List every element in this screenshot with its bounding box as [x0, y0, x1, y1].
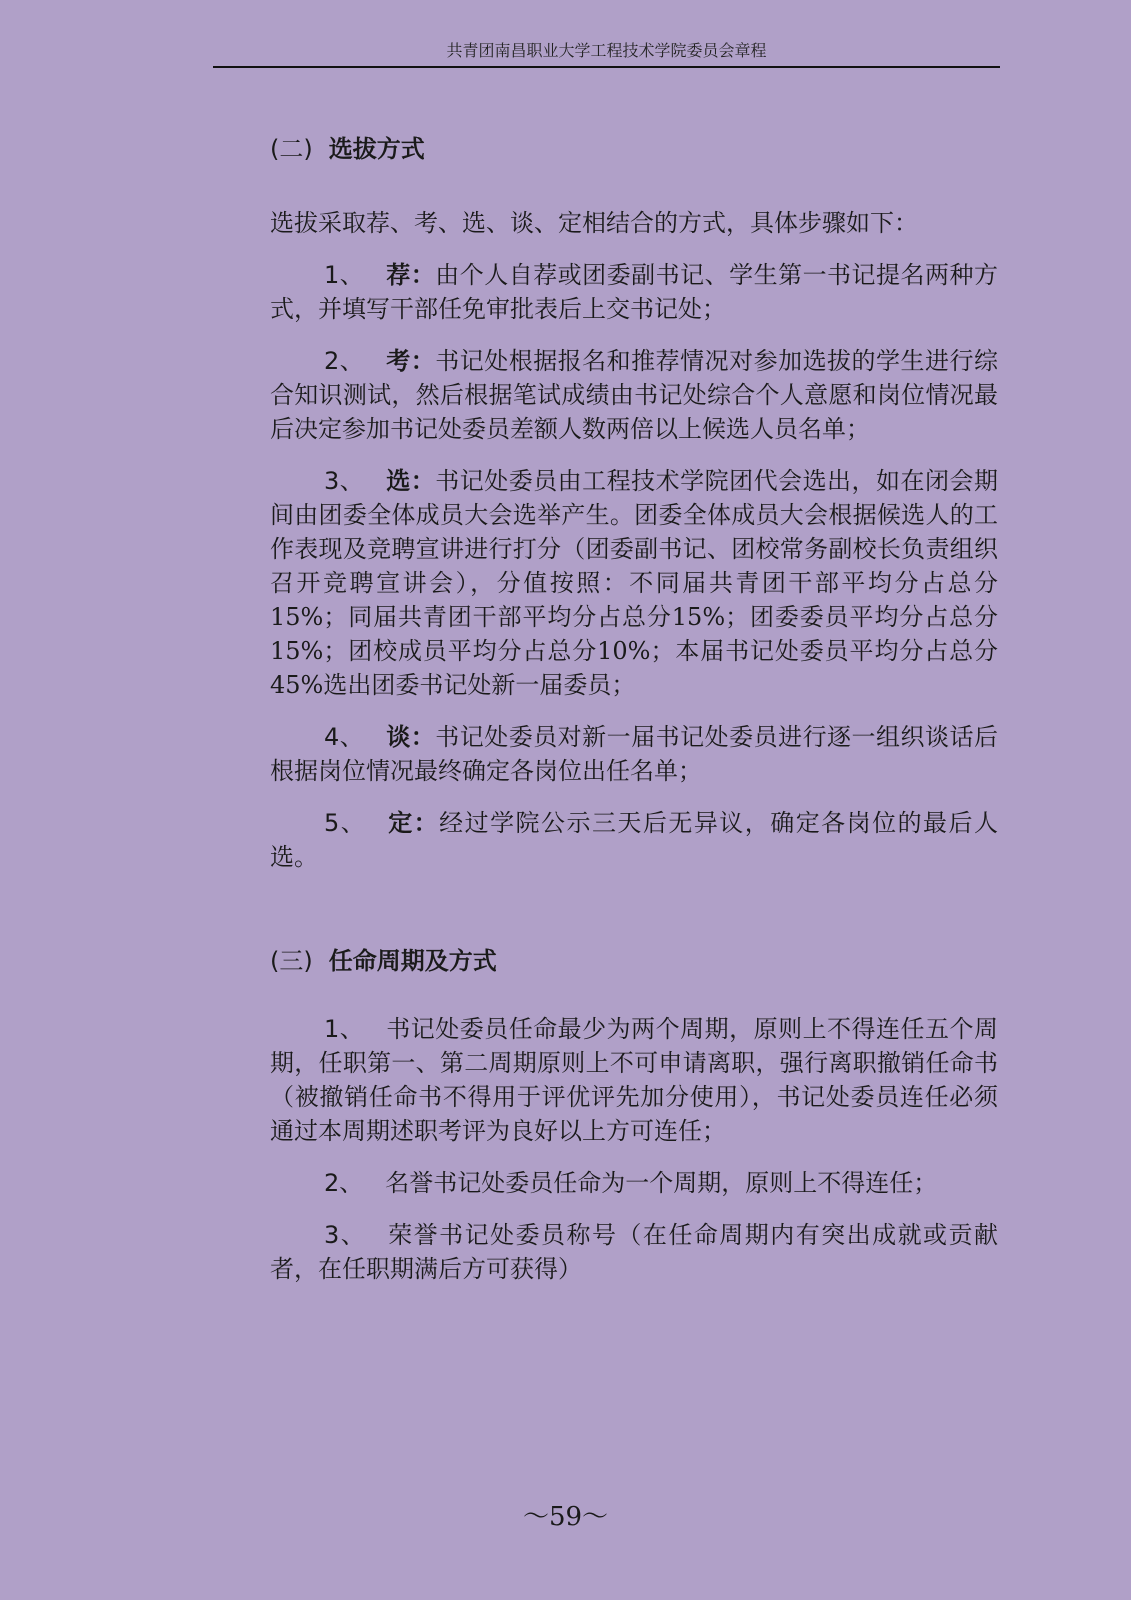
header-rule	[213, 66, 1000, 68]
section-2-intro: 选拔采取荐、考、选、谈、定相结合的方式，具体步骤如下：	[270, 209, 918, 237]
section-3-title: 任命周期及方式	[328, 947, 497, 975]
section-2-number: (二)	[270, 135, 313, 163]
section-2-heading	[270, 132, 998, 166]
section-3-heading	[270, 944, 998, 978]
list-item: 3、 荣誉书记处委员称号（在任命周期内有突出成就或贡献者，在任职期满后方可获得）	[270, 1221, 998, 1283]
list-item: 4、 谈：书记处委员对新一届书记处委员进行逐一组织谈话后根据岗位情况最终确定各岗位出任名单；	[270, 722, 998, 785]
list-item: 2、 考：书记处根据报名和推荐情况对参加选拔的学生进行综合知识测试，然后根据笔试成绩由书记处综合个人意愿和岗位情况最后决定参加书记处委员差额人数两倍以上候选人员名单；	[270, 346, 998, 443]
section-2-title: 选拔方式	[328, 135, 425, 163]
page-number: ～59～	[522, 1502, 609, 1532]
list-item: 2、 名誉书记处委员任命为一个周期，原则上不得连任；	[324, 1169, 938, 1197]
page-body	[270, 132, 998, 1286]
list-item: 5、 定：经过学院公示三天后无异议，确定各岗位的最后人选。	[270, 808, 998, 871]
list-item: 1、 荐：由个人自荐或团委副书记、学生第一书记提名两种方式，并填写干部任免审批表后上交书记处；	[270, 260, 998, 323]
section-3-number: (三)	[270, 947, 313, 975]
list-item: 3、 选：书记处委员由工程技术学院团代会选出，如在闭会期间由团委全体成员大会选举产生。团委全体成员大会根据候选人的工作表现及竞聘宣讲进行打分（团委副书记、团校常务副校长负责组织召开竞聘宣讲会），分值按照：不同届共青团干部平均分占总分15%；同届共青团干部平均分占总分15%；团委委员平均分占总分15%；团校成员平均分占总分10%；本届书记处委员平均分占总分45%选出团委书记处新一届委员；	[270, 466, 998, 699]
list-item: 1、 书记处委员任命最少为两个周期，原则上不得连任五个周期，任职第一、第二周期原则上不可申请离职，强行离职撤销任命书（被撤销任命书不得用于评优评先加分使用），书记处委员连任必须通过本周期述职考评为良好以上方可连任；	[270, 1015, 998, 1145]
running-header: 共青团南昌职业大学工程技术学院委员会章程	[446, 41, 767, 60]
